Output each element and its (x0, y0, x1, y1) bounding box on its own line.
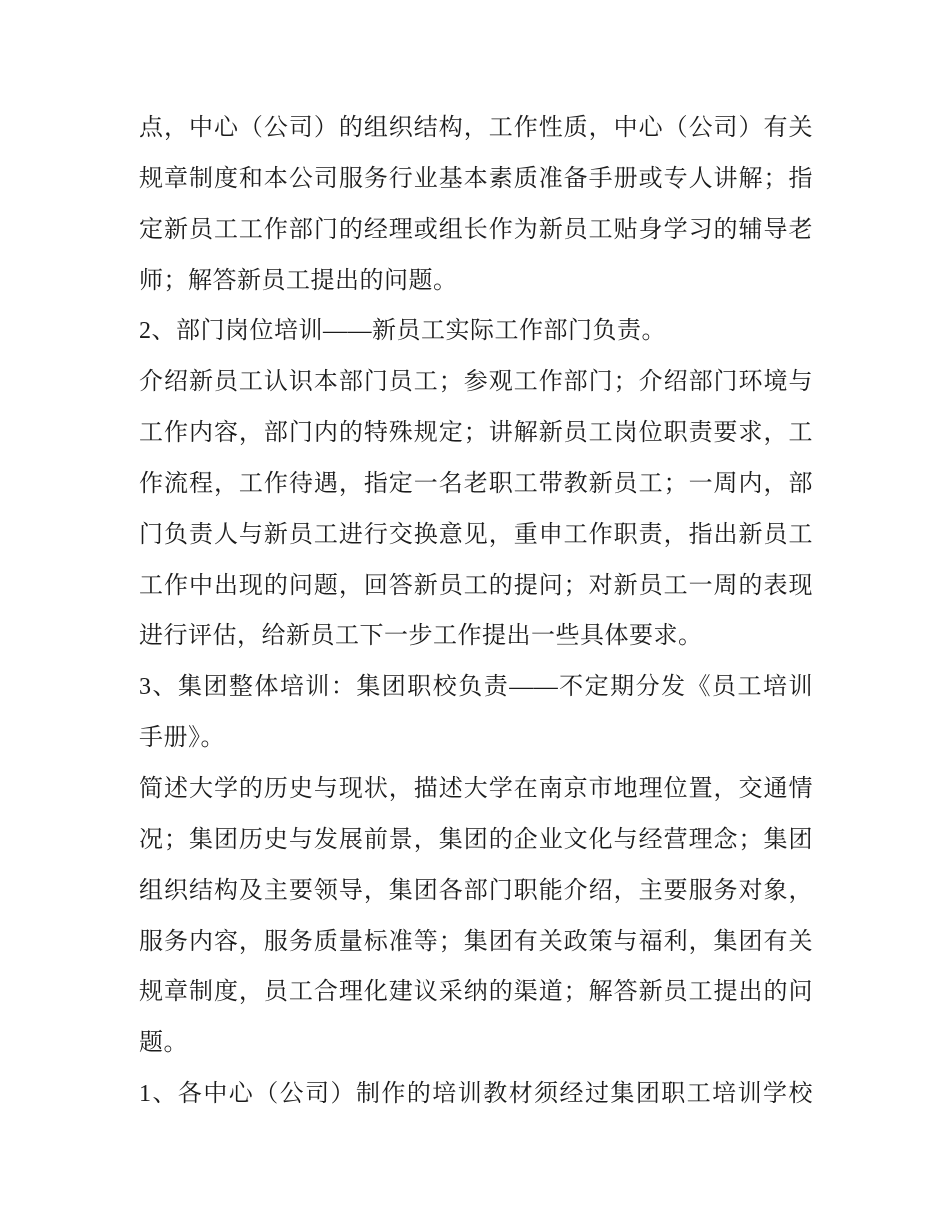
text-line: 点，中心（公司）的组织结构，工作性质，中心（公司）有关 (139, 115, 813, 141)
text-line: 3、集团整体培训：集团职校负责——不定期分发《员工培训 (139, 674, 813, 701)
text-line: 规章制度，员工合理化建议采纳的渠道；解答新员工提出的问 (139, 979, 813, 1006)
text-line: 2、部门岗位培训——新员工实际工作部门负责。 (139, 318, 666, 345)
text-line: 门负责人与新员工进行交换意见，重申工作职责，指出新员工 (139, 521, 813, 548)
text-line: 定新员工工作部门的经理或组长作为新员工贴身学习的辅导老 (139, 216, 813, 243)
text-line: 介绍新员工认识本部门员工；参观工作部门；介绍部门环境与 (139, 369, 813, 396)
text-line: 工作中出现的问题，回答新员工的提问；对新员工一周的表现 (139, 572, 813, 599)
document-text-block (139, 103, 813, 1120)
text-line: 师；解答新员工提出的问题。 (139, 267, 458, 294)
text-line: 题。 (139, 1030, 188, 1057)
text-line: 服务内容，服务质量标准等；集团有关政策与福利，集团有关 (139, 928, 813, 955)
text-line: 简述大学的历史与现状，描述大学在南京市地理位置，交通情 (139, 775, 813, 802)
text-line: 组织结构及主要领导，集团各部门职能介绍，主要服务对象， (139, 877, 813, 904)
text-line: 作流程，工作待遇，指定一名老职工带教新员工；一周内，部 (139, 470, 813, 497)
text-line: 1、各中心（公司）制作的培训教材须经过集团职工培训学校 (139, 1081, 813, 1108)
text-line: 规章制度和本公司服务行业基本素质准备手册或专人讲解；指 (139, 165, 813, 192)
text-line: 进行评估，给新员工下一步工作提出一些具体要求。 (139, 623, 703, 650)
text-line: 手册》。 (139, 725, 225, 752)
text-line: 工作内容，部门内的特殊规定；讲解新员工岗位职责要求，工 (139, 420, 813, 447)
text-line: 况；集团历史与发展前景，集团的企业文化与经营理念；集团 (139, 826, 813, 853)
